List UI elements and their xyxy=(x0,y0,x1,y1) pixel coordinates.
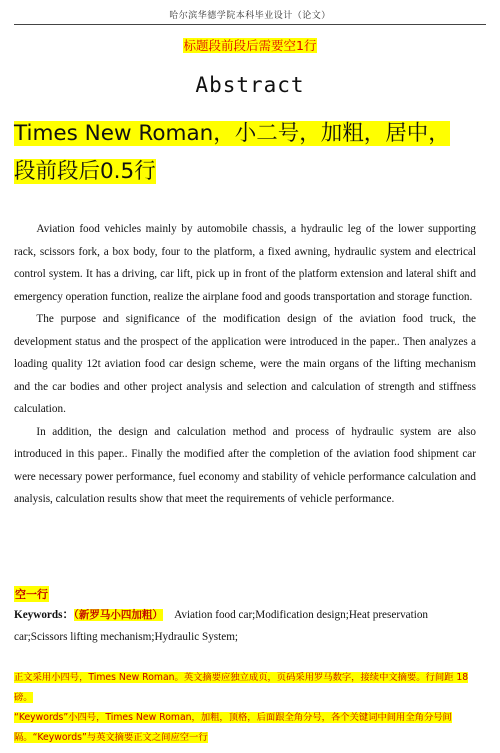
format-instruction-1: 正文采用小四号，Times New Roman。英文摘要应独立成页，页码采用罗马数字，接续中文摘要。行间距 18磅。 xyxy=(14,672,469,703)
title-format-note-line1: Times New Roman，小二号，加粗，居中， xyxy=(14,121,450,146)
abstract-paragraph-2: The purpose and significance of the modification design of the aviation food truck, the development status and the prospect of the application were introduced in the paper.. Then analyzes a loading quality 12t aviation food car design scheme, were the main organs of the lifting mechanism and the car bodies and other project analysis and selection and calculation of strength and stiffness calculation. xyxy=(14,313,476,415)
title-format-note xyxy=(14,115,484,191)
page-header: 哈尔滨华德学院本科毕业设计（论文） xyxy=(14,8,486,25)
abstract-paragraph-1: Aviation food vehicles mainly by automobile chassis, a hydraulic leg of the lower supporting rack, scissors fork, a box body, four to the platform, a fixed awning, hydraulic system and electrical control system. It has a driving, car lift, pick up in front of the platform extension and lateral shift and emergency operation function, realize the airplane food and goods transportation and storage function. xyxy=(14,223,476,303)
keywords-text: Aviation food car;Modification design;Heat preservation car;Scissors lifting mechanism;Hydraulic System; xyxy=(14,609,429,643)
keywords-format-note: （新罗马小四加粗） xyxy=(73,609,163,621)
keywords-section xyxy=(14,604,476,648)
format-instructions xyxy=(14,668,484,748)
format-instruction-2: “Keywords”小四号，Times New Roman，加粗，顶格，后面跟全角分号，各个关键词中间用全角分号间隔。“Keywords”与英文摘要正文之间应空一行 xyxy=(14,712,452,743)
title-format-note-line2: 段前段后0.5行 xyxy=(14,159,156,184)
abstract-paragraph-3: In addition, the design and calculation method and process of hydraulic system are also introduced in this paper.. Finally the modified after the completion of the aviation food shipment car were necessary power performance, fuel economy and stability of vehicle performance calculation and analysis, calculation results show that meet the requirements of vehicle performance. xyxy=(14,425,476,505)
keywords-label: Keywords： xyxy=(14,609,74,621)
empty-line-note: 空一行 xyxy=(15,588,48,601)
title-spacing-note xyxy=(0,36,500,55)
abstract-title: Abstract xyxy=(195,73,305,97)
abstract-body xyxy=(14,218,476,511)
title-spacing-note-text: 标题段前段后需要空1行 xyxy=(183,38,317,53)
